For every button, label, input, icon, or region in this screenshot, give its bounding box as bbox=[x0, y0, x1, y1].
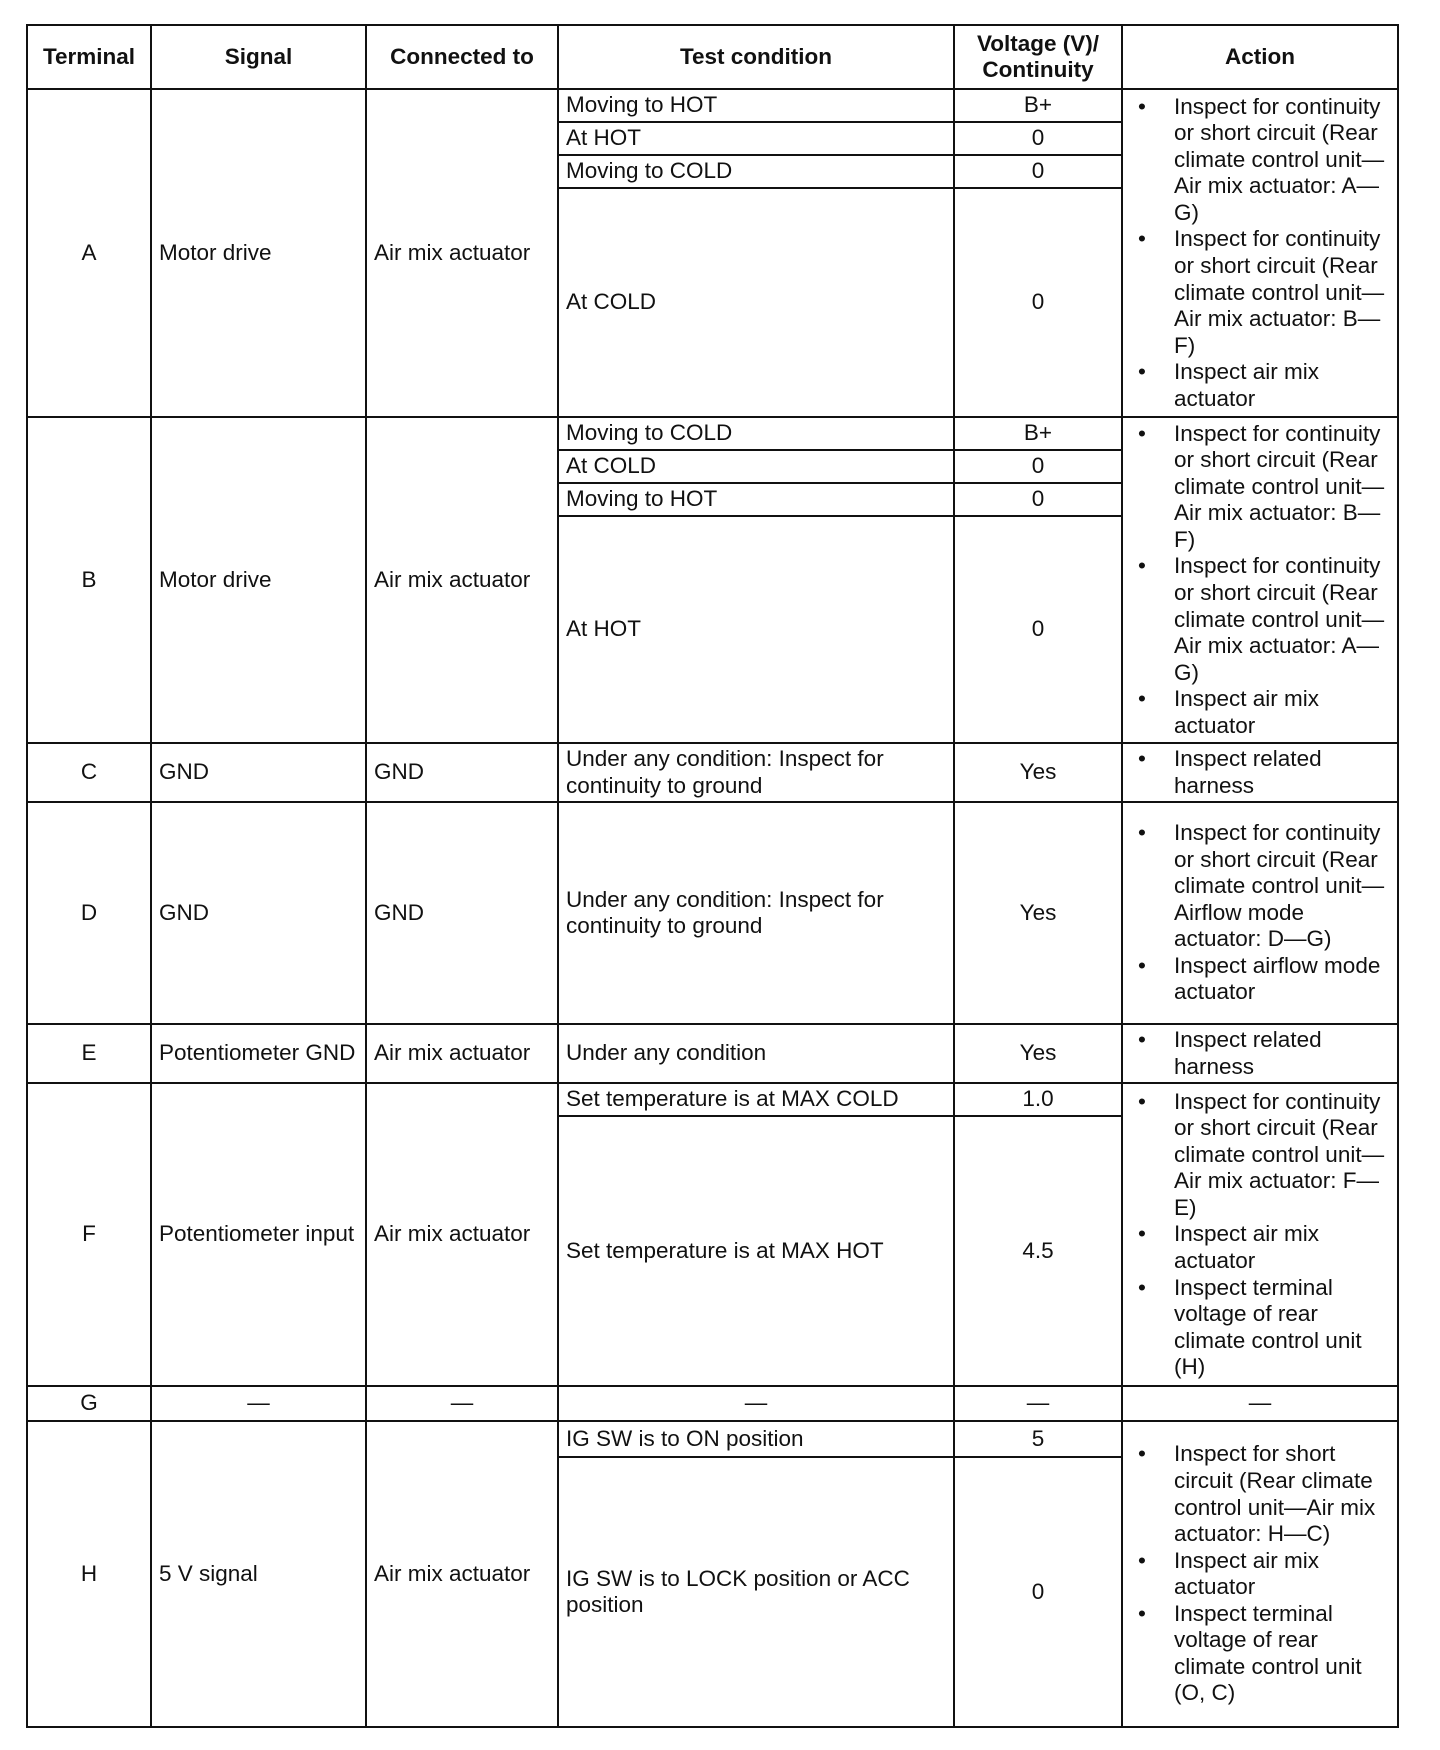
signal-cell: 5 V signal bbox=[151, 1421, 366, 1727]
voltage-cell: Yes bbox=[954, 1024, 1122, 1083]
action-cell bbox=[1122, 417, 1398, 743]
header-voltage-continuity: Voltage (V)/ Continuity bbox=[954, 25, 1122, 89]
test-condition-cell: Set temperature is at MAX COLD bbox=[558, 1083, 954, 1116]
header-signal: Signal bbox=[151, 25, 366, 89]
test-condition-cell: Under any condition: Inspect for continuity to ground bbox=[558, 743, 954, 802]
table-row bbox=[27, 743, 1398, 802]
table-row bbox=[27, 1421, 1398, 1457]
terminal-cell: A bbox=[27, 89, 151, 417]
voltage-cell: 0 bbox=[954, 516, 1122, 743]
header-test-condition: Test condition bbox=[558, 25, 954, 89]
test-condition-cell: At COLD bbox=[558, 450, 954, 483]
terminal-cell: C bbox=[27, 743, 151, 802]
action-item: • Inspect terminal voltage of rear climate control unit (H) bbox=[1130, 1275, 1390, 1381]
connected-to-cell: Air mix actuator bbox=[366, 1024, 558, 1083]
test-condition-cell: At COLD bbox=[558, 188, 954, 417]
test-condition-cell: IG SW is to ON position bbox=[558, 1421, 954, 1457]
action-item: • Inspect terminal voltage of rear climate control unit (O, C) bbox=[1130, 1601, 1390, 1707]
voltage-cell: 0 bbox=[954, 1457, 1122, 1727]
terminal-table bbox=[26, 24, 1399, 1728]
action-item: • Inspect for continuity or short circuit (Rear climate control unit—Air mix actuator: F—E) bbox=[1130, 1089, 1390, 1222]
action-item: • Inspect air mix actuator bbox=[1130, 1548, 1390, 1601]
test-condition-cell: — bbox=[558, 1386, 954, 1421]
action-item: • Inspect airflow mode actuator bbox=[1130, 953, 1390, 1006]
action-list bbox=[1130, 94, 1390, 413]
voltage-cell: 0 bbox=[954, 122, 1122, 155]
action-cell bbox=[1122, 743, 1398, 802]
signal-cell: Potentiometer GND bbox=[151, 1024, 366, 1083]
test-condition-cell: Moving to COLD bbox=[558, 417, 954, 450]
voltage-cell: 0 bbox=[954, 155, 1122, 188]
terminal-cell: F bbox=[27, 1083, 151, 1386]
connected-to-cell: Air mix actuator bbox=[366, 1421, 558, 1727]
test-condition-cell: At HOT bbox=[558, 122, 954, 155]
voltage-cell: 5 bbox=[954, 1421, 1122, 1457]
action-item: • Inspect related harness bbox=[1130, 1027, 1390, 1080]
terminal-cell: D bbox=[27, 802, 151, 1024]
terminal-cell: G bbox=[27, 1386, 151, 1421]
connected-to-cell: GND bbox=[366, 802, 558, 1024]
action-item: • Inspect for continuity or short circuit (Rear climate control unit— Airflow mode actuator: D—G) bbox=[1130, 820, 1390, 953]
test-condition-cell: Set temperature is at MAX HOT bbox=[558, 1116, 954, 1386]
test-condition-cell: IG SW is to LOCK position or ACC position bbox=[558, 1457, 954, 1727]
table-row bbox=[27, 1024, 1398, 1083]
header-action: Action bbox=[1122, 25, 1398, 89]
test-condition-cell: At HOT bbox=[558, 516, 954, 743]
action-cell: — bbox=[1122, 1386, 1398, 1421]
action-cell bbox=[1122, 89, 1398, 417]
header-row bbox=[27, 25, 1398, 89]
action-cell bbox=[1122, 1421, 1398, 1727]
action-list bbox=[1130, 820, 1390, 1006]
action-cell bbox=[1122, 1083, 1398, 1386]
signal-cell: GND bbox=[151, 802, 366, 1024]
action-cell bbox=[1122, 1024, 1398, 1083]
action-item: • Inspect for continuity or short circuit (Rear climate control unit—Air mix actuator: B—F) bbox=[1130, 226, 1390, 359]
connected-to-cell: — bbox=[366, 1386, 558, 1421]
signal-cell: Motor drive bbox=[151, 89, 366, 417]
action-item: • Inspect for continuity or short circuit (Rear climate control unit—Air mix actuator: A—G) bbox=[1130, 553, 1390, 686]
action-list bbox=[1130, 1089, 1390, 1381]
voltage-cell: — bbox=[954, 1386, 1122, 1421]
action-item: • Inspect air mix actuator bbox=[1130, 359, 1390, 412]
test-condition-cell: Moving to COLD bbox=[558, 155, 954, 188]
terminal-cell: H bbox=[27, 1421, 151, 1727]
connected-to-cell: Air mix actuator bbox=[366, 89, 558, 417]
table-row bbox=[27, 1083, 1398, 1116]
action-item: • Inspect related harness bbox=[1130, 746, 1390, 799]
action-list bbox=[1130, 421, 1390, 740]
header-connected-to: Connected to bbox=[366, 25, 558, 89]
action-item: • Inspect for continuity or short circuit (Rear climate control unit—Air mix actuator: B—F) bbox=[1130, 421, 1390, 554]
voltage-cell: 0 bbox=[954, 450, 1122, 483]
signal-cell: GND bbox=[151, 743, 366, 802]
action-cell bbox=[1122, 802, 1398, 1024]
connected-to-cell: Air mix actuator bbox=[366, 1083, 558, 1386]
voltage-cell: Yes bbox=[954, 743, 1122, 802]
action-list bbox=[1130, 746, 1390, 799]
table-row bbox=[27, 802, 1398, 1024]
test-condition-cell: Under any condition: Inspect for continuity to ground bbox=[558, 802, 954, 1024]
terminal-inspection-sheet bbox=[26, 24, 1397, 1728]
table-body bbox=[27, 89, 1398, 1727]
terminal-cell: B bbox=[27, 417, 151, 743]
voltage-cell: Yes bbox=[954, 802, 1122, 1024]
signal-cell: Motor drive bbox=[151, 417, 366, 743]
header-terminal: Terminal bbox=[27, 25, 151, 89]
action-item: • Inspect for continuity or short circuit (Rear climate control unit—Air mix actuator: A—G) bbox=[1130, 94, 1390, 227]
voltage-cell: B+ bbox=[954, 417, 1122, 450]
connected-to-cell: GND bbox=[366, 743, 558, 802]
action-item: • Inspect air mix actuator bbox=[1130, 686, 1390, 739]
connected-to-cell: Air mix actuator bbox=[366, 417, 558, 743]
action-list bbox=[1130, 1027, 1390, 1080]
action-item: • Inspect air mix actuator bbox=[1130, 1221, 1390, 1274]
test-condition-cell: Moving to HOT bbox=[558, 483, 954, 516]
action-item: • Inspect for short circuit (Rear climate control unit—Air mix actuator: H—C) bbox=[1130, 1441, 1390, 1547]
table-row bbox=[27, 89, 1398, 122]
test-condition-cell: Under any condition bbox=[558, 1024, 954, 1083]
table-row bbox=[27, 417, 1398, 450]
voltage-cell: 0 bbox=[954, 188, 1122, 417]
voltage-cell: B+ bbox=[954, 89, 1122, 122]
voltage-cell: 4.5 bbox=[954, 1116, 1122, 1386]
voltage-cell: 0 bbox=[954, 483, 1122, 516]
signal-cell: Potentiometer input bbox=[151, 1083, 366, 1386]
table-row bbox=[27, 1386, 1398, 1421]
voltage-cell: 1.0 bbox=[954, 1083, 1122, 1116]
terminal-cell: E bbox=[27, 1024, 151, 1083]
test-condition-cell: Moving to HOT bbox=[558, 89, 954, 122]
signal-cell: — bbox=[151, 1386, 366, 1421]
action-list bbox=[1130, 1441, 1390, 1706]
